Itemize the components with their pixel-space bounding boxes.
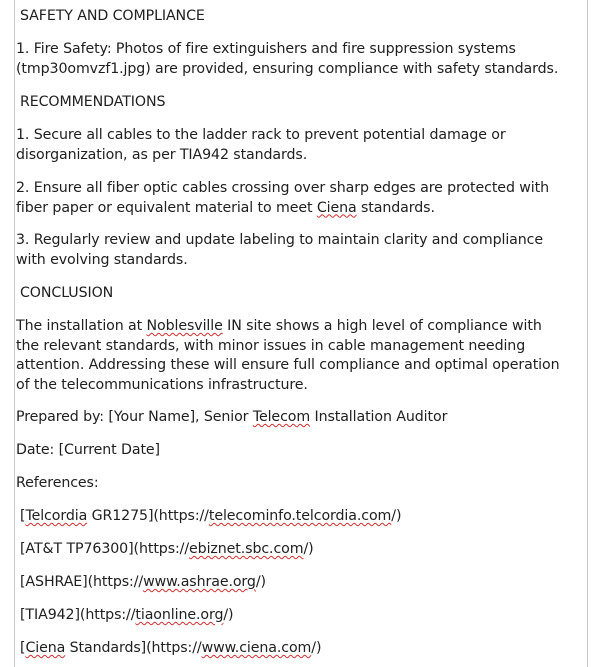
- reference-url[interactable]: telecominfo.telcordia.com: [208, 508, 392, 524]
- text-run: IN site shows a high level of compliance with: [222, 318, 542, 334]
- text-line: the relevant standards, with minor issues in cable management needing: [16, 337, 526, 354]
- fire-safety-paragraph: [16, 40, 586, 79]
- reference-tia[interactable]: [20, 606, 590, 626]
- recommendations-heading: RECOMMENDATIONS: [20, 94, 166, 110]
- spellcheck-word[interactable]: Noblesville: [146, 318, 223, 334]
- text-run: /): [303, 541, 314, 557]
- reference-telcordia[interactable]: [20, 507, 590, 527]
- date-line: Date: [Current Date]: [16, 442, 160, 458]
- reference-att[interactable]: [20, 540, 590, 560]
- spellcheck-word[interactable]: Telecom: [252, 409, 311, 425]
- text-run: [ASHRAE](https://: [20, 574, 144, 590]
- reference-ciena[interactable]: [20, 639, 590, 659]
- text-run: Installation Auditor: [310, 409, 448, 425]
- reference-url[interactable]: www.ciena.com: [201, 640, 312, 656]
- text-line: disorganization, as per TIA942 standards.: [16, 146, 308, 163]
- text-run: /): [311, 640, 322, 656]
- conclusion-paragraph: [16, 317, 586, 395]
- reference-url[interactable]: www.ashrae.org: [143, 574, 256, 590]
- text-line: attention. Addressing these will ensure full compliance and optimal operation: [16, 357, 560, 373]
- text-run: /): [391, 508, 402, 524]
- text-run: [: [20, 508, 26, 524]
- text-run: /): [255, 574, 266, 590]
- conclusion-heading: CONCLUSION: [20, 285, 114, 301]
- text-run: [: [20, 640, 26, 656]
- text-line: of the telecommunications infrastructure.: [16, 376, 308, 393]
- document-page[interactable]: [14, 0, 588, 667]
- references-label: References:: [16, 475, 99, 491]
- recommendation-2: [16, 179, 586, 218]
- text-run: [TIA942](https://: [20, 607, 136, 623]
- text-run: /): [223, 607, 234, 623]
- spellcheck-word[interactable]: Ciena: [25, 640, 66, 656]
- text-line: [16, 199, 586, 219]
- text-line: [16, 317, 586, 337]
- text-run: fiber paper or equivalent material to meet: [16, 199, 317, 216]
- text-run: [AT&T TP76300](https://: [20, 541, 190, 557]
- text-run: Prepared by: [Your Name], Senior: [16, 409, 253, 425]
- text-run: standards.: [356, 199, 435, 216]
- text-line: 3. Regularly review and update labeling to maintain clarity and compliance: [16, 232, 543, 248]
- recommendation-3: [16, 231, 586, 270]
- text-run: The installation at: [16, 318, 147, 334]
- prepared-by: [16, 408, 586, 428]
- reference-url[interactable]: ebiznet.sbc.com: [189, 541, 304, 557]
- spellcheck-word[interactable]: Telcordia: [25, 508, 88, 524]
- text-line: (tmp30omvzf1.jpg) are provided, ensuring compliance with safety standards.: [16, 60, 559, 77]
- spellcheck-word[interactable]: Ciena: [316, 199, 357, 216]
- reference-url[interactable]: tiaonline.org: [135, 607, 224, 623]
- text-line: 1. Fire Safety: Photos of fire extinguishers and fire suppression systems: [16, 41, 516, 57]
- text-line: with evolving standards.: [16, 251, 188, 268]
- reference-ashrae[interactable]: [20, 573, 590, 593]
- text-line: 1. Secure all cables to the ladder rack to prevent potential damage or: [16, 127, 506, 143]
- text-run: Standards](https://: [65, 640, 202, 656]
- recommendation-1: [16, 126, 586, 165]
- text-run: GR1275](https://: [87, 508, 209, 524]
- text-line: 2. Ensure all fiber optic cables crossing over sharp edges are protected with: [16, 180, 549, 196]
- safety-heading: SAFETY AND COMPLIANCE: [20, 8, 205, 24]
